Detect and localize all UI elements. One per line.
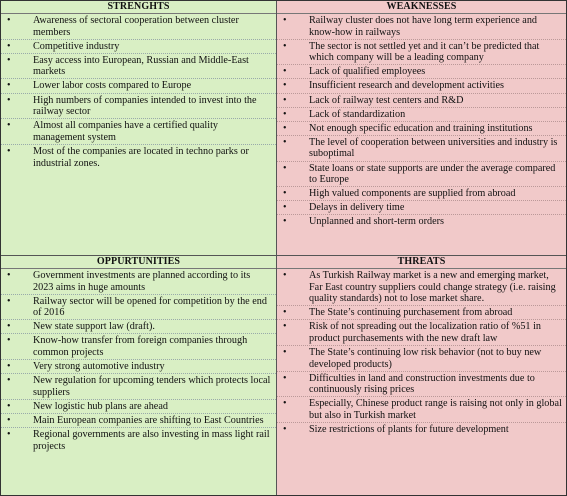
list-item: [1, 40, 276, 54]
list-item: [277, 162, 566, 188]
list-item-text: The State’s continuing low risk behavior (not to buy new developed products): [309, 347, 542, 370]
strengths-list: [1, 14, 276, 170]
list-item: [277, 269, 566, 306]
list-item-text: Size restrictions of plants for future development: [309, 424, 509, 436]
list-item-text: The sector is not settled yet and it can’t be predicted that which company will be a leading company: [309, 40, 540, 64]
list-item: [277, 65, 566, 79]
list-item-text: Especially, Chinese product range is raising not only in global but also in Turkish market: [309, 398, 562, 422]
bullet-icon: •: [7, 335, 11, 347]
list-item: [277, 320, 566, 346]
list-item-text: Lack of qualified employees: [309, 66, 426, 78]
opportunities-heading: OPPURTUNITIES: [1, 256, 276, 269]
list-item: [1, 145, 276, 170]
list-item-text: Railway sector will be opened for competition by the end of 2016: [33, 295, 267, 319]
list-item: [1, 320, 276, 334]
bullet-icon: •: [7, 270, 11, 281]
list-item: [1, 54, 276, 80]
threats-heading: THREATS: [277, 256, 566, 269]
threats-list: [277, 269, 566, 436]
list-item: [1, 374, 276, 400]
bullet-icon: •: [7, 94, 11, 106]
list-item: [277, 215, 566, 228]
weaknesses-list: [277, 14, 566, 229]
list-item-text: High valued components are supplied from abroad: [309, 188, 516, 200]
list-item-text: Risk of not spreading out the localization ratio of %51 in product purchasements with the new draft law: [309, 321, 541, 344]
list-item: [277, 423, 566, 436]
bullet-icon: •: [283, 66, 287, 78]
bullet-icon: •: [283, 40, 287, 52]
list-item: [277, 108, 566, 122]
list-item-text: Difficulties in land and construction investments due to continuously rising prices: [309, 372, 535, 396]
list-item-text: Most of the companies are located in techno parks or industrial zones.: [33, 145, 249, 169]
list-item-text: Easy access into European, Russian and Middle-East markets: [33, 54, 249, 78]
list-item-text: High numbers of companies intended to invest into the railway sector: [33, 94, 257, 118]
list-item-text: Competitive industry: [33, 40, 120, 52]
list-item: [1, 414, 276, 428]
bullet-icon: •: [283, 136, 287, 148]
bullet-icon: •: [283, 94, 287, 106]
list-item: [277, 306, 566, 320]
list-item-text: Not enough specific education and training institutions: [309, 122, 533, 134]
bullet-icon: •: [7, 295, 11, 307]
list-item: [1, 295, 276, 321]
list-item-text: As Turkish Railway market is a new and emerging market, Far East country suppliers could change strategy (i.e. raising quality standards) not to lose market share.: [309, 270, 556, 305]
list-item-text: New state support law (draft).: [33, 321, 155, 333]
list-item: [1, 269, 276, 295]
list-item-text: Delays in delivery time: [309, 202, 405, 214]
list-item: [277, 397, 566, 423]
bullet-icon: •: [283, 372, 287, 384]
bullet-icon: •: [283, 307, 287, 319]
list-item-text: Know-how transfer from foreign companies through common projects: [33, 335, 248, 359]
bullet-icon: •: [7, 361, 11, 373]
opportunities-list: [1, 269, 276, 453]
bullet-icon: •: [7, 145, 11, 157]
bullet-icon: •: [283, 122, 287, 134]
list-item-text: Almost all companies have a certified quality management system: [33, 120, 219, 143]
bullet-icon: •: [7, 415, 11, 427]
list-item: [1, 79, 276, 93]
list-item: [1, 14, 276, 40]
list-item-text: New logistic hub plans are ahead: [33, 400, 168, 412]
list-item-text: Lack of railway test centers and R&D: [309, 94, 464, 106]
bullet-icon: •: [283, 162, 287, 174]
list-item: [277, 14, 566, 40]
bullet-icon: •: [7, 375, 11, 387]
list-item-text: Regional governments are also investing in mass light rail projects: [33, 429, 270, 452]
list-item: [277, 40, 566, 66]
list-item-text: Insufficient research and development activities: [309, 80, 504, 92]
bullet-icon: •: [283, 15, 287, 26]
list-item-text: New regulation for upcoming tenders which protects local suppliers: [33, 375, 271, 398]
list-item: [277, 201, 566, 215]
list-item: [1, 360, 276, 374]
bullet-icon: •: [283, 270, 287, 281]
bullet-icon: •: [283, 424, 287, 436]
bullet-icon: •: [283, 398, 287, 410]
list-item: [277, 187, 566, 201]
list-item-text: Government investments are planned according to its 2023 aims in huge amounts: [33, 270, 251, 293]
strengths-quadrant: [1, 1, 277, 256]
bullet-icon: •: [7, 120, 11, 132]
list-item: [1, 428, 276, 453]
list-item: [1, 334, 276, 360]
bullet-icon: •: [283, 188, 287, 200]
bullet-icon: •: [7, 15, 11, 26]
bullet-icon: •: [283, 108, 287, 120]
bullet-icon: •: [7, 40, 11, 52]
list-item-text: Awareness of sectoral cooperation between cluster members: [33, 15, 239, 38]
bullet-icon: •: [7, 429, 11, 441]
list-item-text: Very strong automotive industry: [33, 361, 165, 373]
list-item-text: The State’s continuing purchasement from abroad: [309, 307, 513, 319]
list-item-text: Main European companies are shifting to East Countries: [33, 415, 264, 427]
list-item-text: State loans or state supports are under the average compared to Europe: [309, 162, 556, 186]
list-item-text: Lower labor costs compared to Europe: [33, 80, 192, 92]
bullet-icon: •: [283, 202, 287, 214]
bullet-icon: •: [7, 321, 11, 333]
list-item: [277, 94, 566, 108]
list-item-text: The level of cooperation between universities and industry is suboptimal: [309, 136, 558, 160]
opportunities-quadrant: [1, 256, 277, 495]
bullet-icon: •: [283, 347, 287, 359]
bullet-icon: •: [7, 80, 11, 92]
weaknesses-quadrant: [277, 1, 566, 256]
list-item: [277, 79, 566, 93]
bullet-icon: •: [283, 80, 287, 92]
bullet-icon: •: [283, 321, 287, 333]
list-item: [1, 94, 276, 120]
list-item-text: Lack of standardization: [309, 108, 406, 120]
list-item: [1, 400, 276, 414]
bullet-icon: •: [283, 216, 287, 228]
list-item-text: Unplanned and short-term orders: [309, 216, 444, 228]
list-item: [277, 136, 566, 162]
list-item-text: Railway cluster does not have long term experience and know-how in railways: [309, 15, 538, 38]
strengths-heading: STRENGHTS: [1, 1, 276, 14]
bullet-icon: •: [7, 54, 11, 66]
weaknesses-heading: WEAKNESSES: [277, 1, 566, 14]
list-item: [277, 346, 566, 372]
list-item: [277, 122, 566, 136]
threats-quadrant: [277, 256, 566, 495]
list-item: [1, 119, 276, 145]
bullet-icon: •: [7, 400, 11, 412]
list-item: [277, 372, 566, 398]
